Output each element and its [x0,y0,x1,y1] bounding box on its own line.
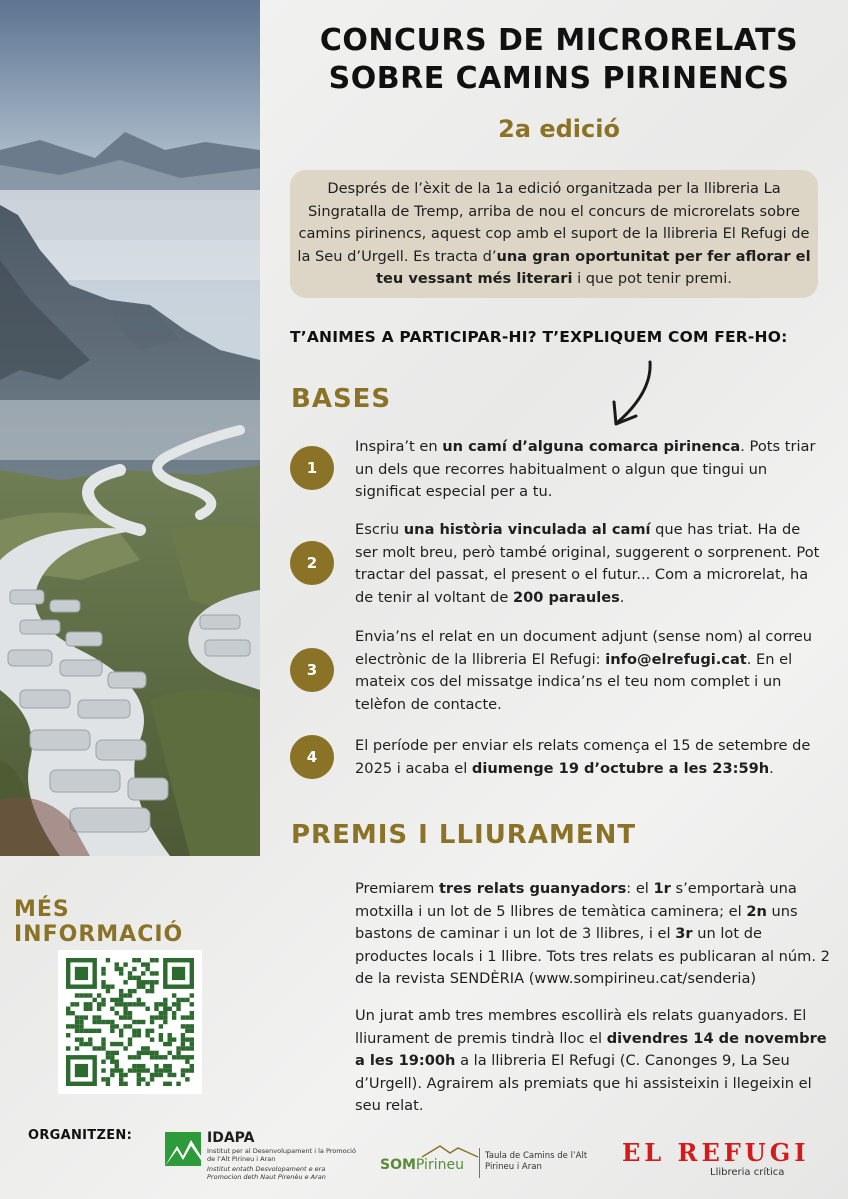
step-2-text-a: Escriu [355,521,404,538]
premis-p1-i: un lot de productes locals i 1 llibre. Tots tres relats es publicaran al núm. 2 de la revista SENDÈRIA (www.sompirineu.cat/senderia) [355,925,830,987]
premis-paragraph-2 [355,1005,830,1118]
sompirineu-name [380,1157,464,1173]
step-4-text-c: . [769,759,774,777]
poster-title [270,22,848,98]
intro-box [290,170,818,298]
el-refugi-logo: EL REFUGI [622,1138,810,1167]
premis-p1-h: 3r [675,925,693,942]
email-link[interactable]: info@elrefugi.cat [605,650,747,668]
qr-code[interactable] [58,950,202,1094]
sompirineu-name-pirineu: Pirineu [415,1157,464,1173]
idapa-logo [165,1128,356,1188]
step-2-text-c: que has triat. Ha de ser molt breu, però també original, suggerent o sorprenent. Pot tractar del passat, el present o el futur... Com a microrelat, ha de tenir al voltant de [355,521,820,606]
step-2-text-bold-2: 200 paraules [512,588,620,606]
premis-p1-d: 1r [653,880,671,897]
step-3-text-a: Envia’ns el relat en un document adjunt (sense nom) al correu electrònic de la llibreria El Refugi: [355,628,813,668]
step-number-1: 1 [290,446,334,490]
step-1-text [355,436,825,504]
taula-camins-label: Taula de Camins de l’Alt Pirineu i Aran [485,1151,588,1172]
sompirineu-divider [479,1148,480,1178]
premis-p1-b: tres relats guanyadors [438,880,627,897]
step-number-4: 4 [290,735,334,779]
step-number-2: 2 [290,541,334,585]
arrow-down-icon [606,358,658,430]
premis-p1-g: uns bastons de caminar i un lot de 3 llibres, i el [355,902,798,942]
el-refugi-subtitle: Llibreria crítica [710,1167,785,1178]
step-2-text [355,519,825,609]
intro-text-bold: una gran oportunitat per fer aflorar el teu vessant més literari [376,247,811,287]
step-1-text-c: . Pots triar un dels que recorres habitualment o algun que tingui un significat especial per a tu. [355,438,816,500]
sompirineu-name-som: SOM [380,1157,416,1173]
step-1-text-bold: un camí d’alguna comarca pirinenca [442,438,741,455]
idapa-subtitle-aranese: Institut entath Desvolopament e era Promocion deth Naut Pirenèu e Aran [207,1165,326,1181]
premis-heading: PREMIS I LLIURAMENT [291,820,637,850]
premis-p1-e: s’emportarà una motxilla i un lot de 5 llibres de temàtica caminera; el [355,880,797,920]
intro-text-1: Després de l’èxit de la 1a edició organitzada per la llibreria La Singratalla de Tremp, arriba de nou el concurs de microrelats sobre camins pirinencs, aquest cop amb el suport de la llibreria El Refugi de la Seu d’Urgell. Es tracta d’ [297,180,810,265]
premis-p2-c: a la llibreria El Refugi (C. Canonges 9, La Seu d’Urgell). Agrairem als premiats que hi assisteixin i llegeixin el seu relat. [355,1052,812,1114]
mountain-path-illustration [0,0,260,856]
step-3-text [355,626,825,716]
idapa-logo-icon [165,1132,201,1166]
step-4-text-a: El període per enviar els relats comença el 15 de setembre de 2025 i acaba el [355,737,811,777]
organizers-label: ORGANITZEN: [28,1128,133,1143]
intro-text-2: i que pot tenir premi. [572,270,732,287]
call-to-action: T’ANIMES A PARTICIPAR-HI? T’EXPLIQUEM COM FER-HO: [290,328,788,346]
premis-paragraph-1 [355,878,830,991]
title-line-1: CONCURS DE MICRORELATS [319,23,799,58]
step-number-3: 3 [290,648,334,692]
bases-heading: BASES [291,384,392,414]
premis-p2-a: Un jurat amb tres membres escollirà els relats guanyadors. El lliurament de premis tindrà lloc el [355,1007,807,1047]
step-2-text-bold: una història vinculada al camí [403,521,651,538]
idapa-subtitle: Institut per al Desenvolupament i la Promoció de l’Alt Pirineu i Aran [207,1147,356,1163]
step-2-text-e: . [619,588,625,606]
premis-p2-b: divendres 14 de novembre a les 19:00h [355,1029,827,1069]
idapa-name: IDAPA [207,1130,255,1146]
edition-subtitle: 2a edició [498,115,620,143]
premis-p1-f: 2n [746,902,767,920]
step-1-text-a: Inspira’t en [355,438,443,455]
premis-p1-c: : el [626,880,654,897]
step-4-text-bold: diumenge 19 d’octubre a les 23:59h [471,759,770,777]
premis-p1-a: Premiarem [355,880,439,897]
more-info-heading: MÉS INFORMACIÓ [14,897,184,947]
step-4-text [355,735,825,780]
step-3-text-c: . En el mateix cos del missatge indica’ns el teu nom complet i un telèfon de contacte. [355,650,793,713]
title-line-2: SOBRE CAMINS PIRINENCS [328,61,790,96]
qr-code-icon [66,958,194,1086]
sompirineu-logo [380,1143,590,1183]
